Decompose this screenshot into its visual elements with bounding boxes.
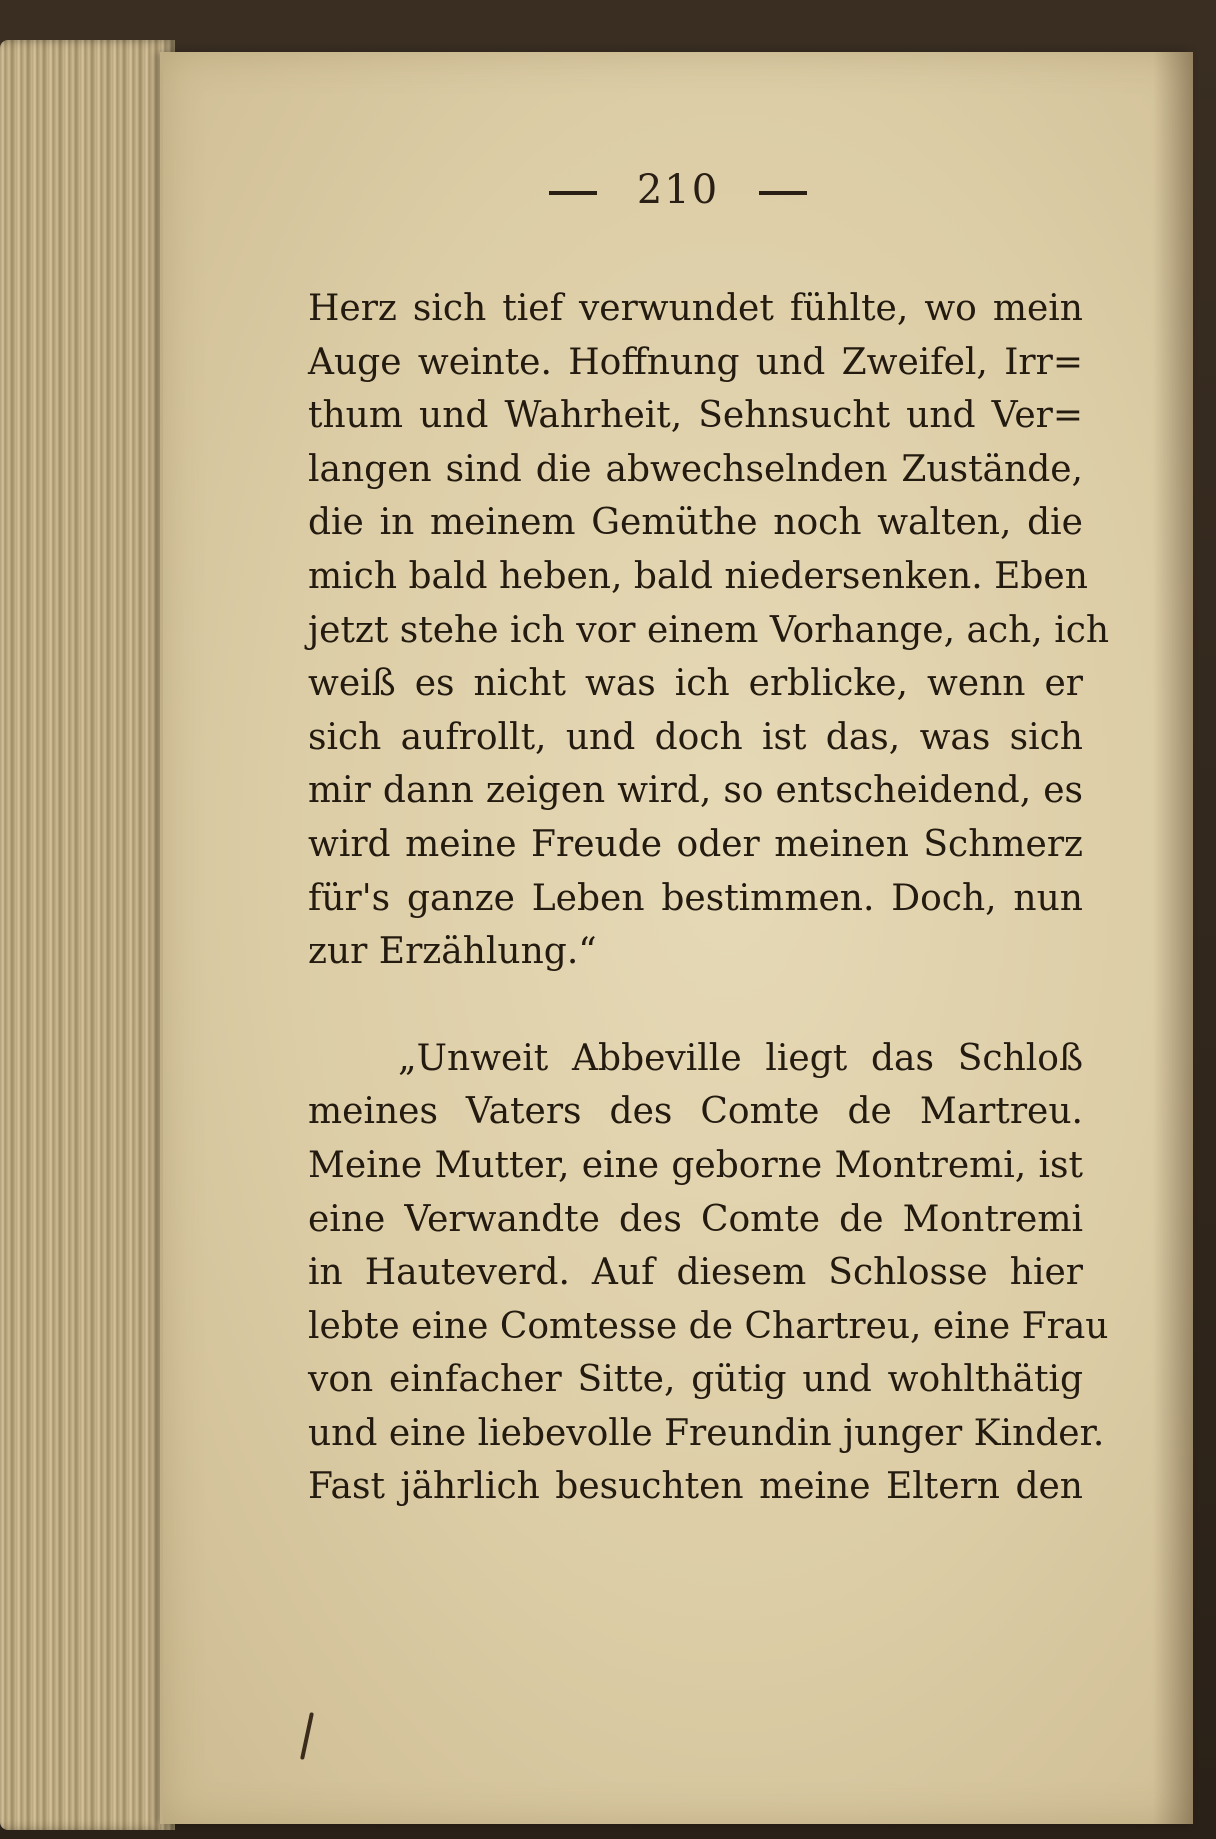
text-line: jetzt stehe ich vor einem Vorhange, ach, ich xyxy=(308,609,1110,651)
book-page xyxy=(160,52,1193,1824)
text-line: zur Erzählung.“ xyxy=(308,931,597,973)
text-line: weiß es nicht was ich erblicke, wenn er xyxy=(308,663,1083,705)
page-stack-edge xyxy=(0,40,175,1830)
page-header xyxy=(163,167,1193,213)
text-line: mich bald heben, bald niedersenken. Eben xyxy=(308,555,1088,597)
body-text xyxy=(308,282,1110,1514)
text-line: eine Verwandte des Comte de Montremi xyxy=(308,1198,1083,1240)
text-line: und eine liebevolle Freundin junger Kinder. xyxy=(308,1412,1105,1454)
text-line: Herz sich tief verwundet fühlte, wo mein xyxy=(308,288,1083,329)
header-dash-left xyxy=(549,191,597,195)
text-line: mir dann zeigen wird, so entscheidend, es xyxy=(308,770,1083,812)
text-line: Auge weinte. Hoffnung und Zweifel, Irr= xyxy=(308,341,1083,383)
text-line: für's ganze Leben bestimmen. Doch, nun xyxy=(308,877,1083,919)
text-line: die in meinem Gemüthe noch walten, die xyxy=(308,502,1083,544)
page-number: 210 xyxy=(636,167,720,213)
paragraph-gap xyxy=(308,979,1083,1032)
ink-mark xyxy=(300,1712,314,1760)
text-line: Meine Mutter, eine geborne Montremi, ist xyxy=(308,1144,1083,1186)
text-line: Fast jährlich besuchten meine Eltern den xyxy=(308,1466,1083,1508)
spine-shadow xyxy=(1153,52,1193,1824)
text-line: lebte eine Comtesse de Chartreu, eine Frau xyxy=(308,1305,1109,1347)
text-line: langen sind die abwechselnden Zustände, xyxy=(308,448,1083,490)
text-line: von einfacher Sitte, gütig und wohlthätig xyxy=(308,1359,1083,1401)
text-line: meines Vaters des Comte de Martreu. xyxy=(308,1091,1083,1133)
text-line: sich aufrollt, und doch ist das, was sich xyxy=(308,716,1083,758)
header-dash-right xyxy=(759,191,807,195)
text-line: in Hauteverd. Auf diesem Schlosse hier xyxy=(308,1252,1083,1294)
text-line: thum und Wahrheit, Sehnsucht und Ver= xyxy=(308,395,1083,437)
text-line: wird meine Freude oder meinen Schmerz xyxy=(308,823,1083,865)
text-line: „Unweit Abbeville liegt das Schloß xyxy=(398,1037,1083,1079)
